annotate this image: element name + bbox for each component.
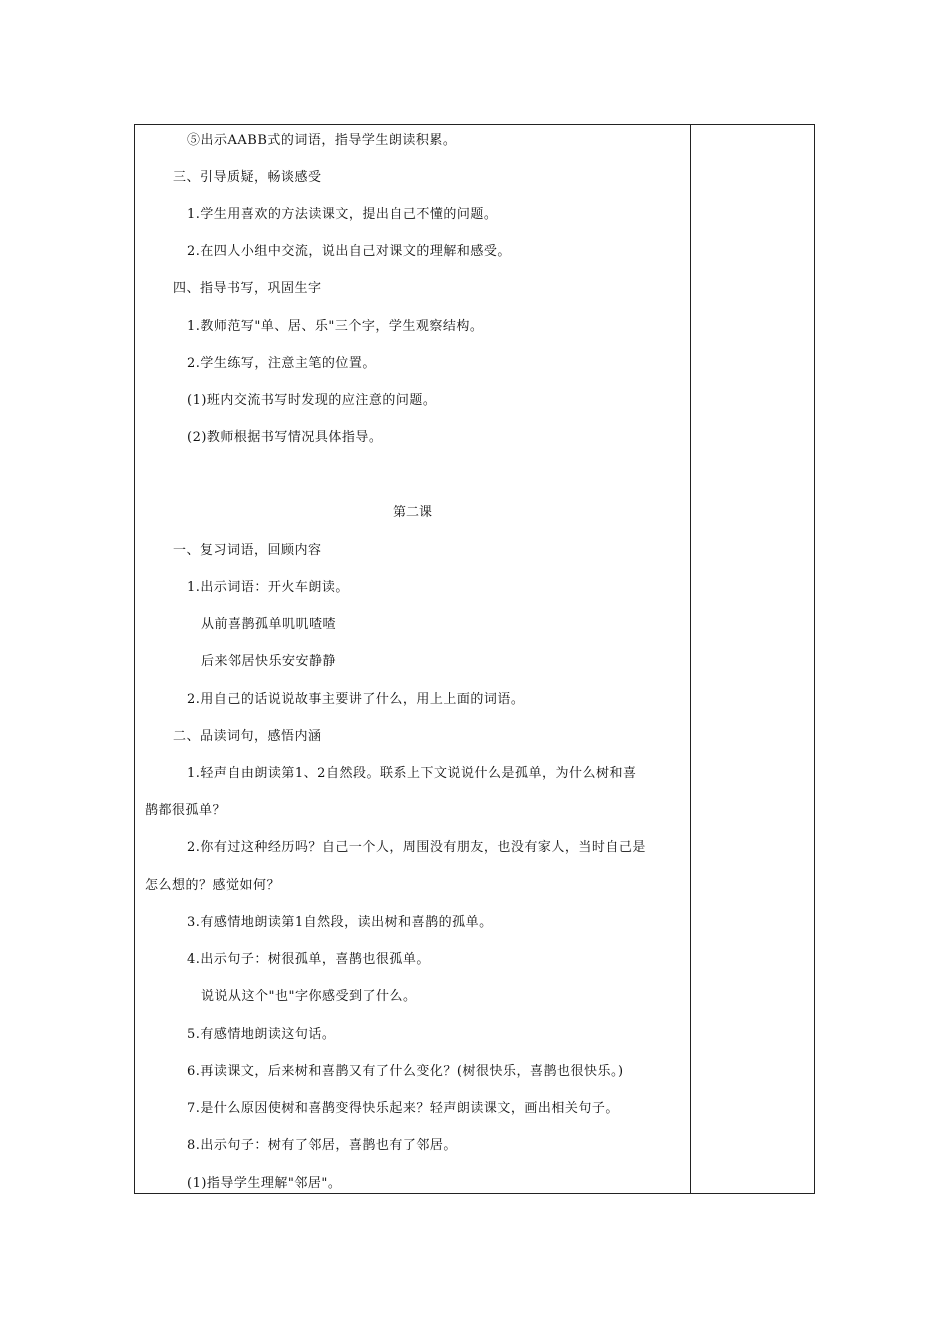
section-heading: 一、复习词语，回顾内容 bbox=[173, 543, 322, 558]
text-line: 1.出示词语：开火车朗读。 bbox=[187, 580, 349, 595]
text-line: 怎么想的？感觉如何？ bbox=[145, 878, 281, 893]
text-line: 说说从这个"也"字你感受到了什么。 bbox=[201, 989, 417, 1004]
text-line: 2.用自己的话说说故事主要讲了什么，用上上面的词语。 bbox=[187, 692, 525, 707]
lesson-content-cell bbox=[135, 125, 690, 1193]
text-line: 2.学生练写，注意主笔的位置。 bbox=[187, 356, 376, 371]
text-line: 鹊都很孤单？ bbox=[145, 803, 227, 818]
text-line: 5.有感情地朗读这句话。 bbox=[187, 1027, 336, 1042]
text-line: 1.教师范写"单、居、乐"三个字，学生观察结构。 bbox=[187, 319, 484, 334]
text-line: 2.你有过这种经历吗？自己一个人，周围没有朋友，也没有家人，当时自己是 bbox=[187, 840, 646, 855]
text-line: 6.再读课文，后来树和喜鹊又有了什么变化？(树很快乐，喜鹊也很快乐。) bbox=[187, 1064, 624, 1079]
text-line: 1.学生用喜欢的方法读课文，提出自己不懂的问题。 bbox=[187, 207, 498, 222]
column-divider bbox=[690, 125, 691, 1193]
text-line: (1)指导学生理解"邻居"。 bbox=[187, 1176, 342, 1191]
section-heading: 三、引导质疑，畅谈感受 bbox=[173, 170, 322, 185]
word-list: 后来邻居快乐安安静静 bbox=[201, 654, 337, 669]
text-line: 1.轻声自由朗读第1、2自然段。联系上下文说说什么是孤单，为什么树和喜 bbox=[187, 766, 637, 781]
section-heading: 四、指导书写，巩固生字 bbox=[173, 281, 322, 296]
text-line: 8.出示句子：树有了邻居，喜鹊也有了邻居。 bbox=[187, 1138, 457, 1153]
section-heading: 二、品读词句，感悟内涵 bbox=[173, 729, 322, 744]
word-list: 从前喜鹊孤单叽叽喳喳 bbox=[201, 617, 337, 632]
text-line: 2.在四人小组中交流，说出自己对课文的理解和感受。 bbox=[187, 244, 511, 259]
text-line: 7.是什么原因使树和喜鹊变得快乐起来？轻声朗读课文，画出相关句子。 bbox=[187, 1101, 619, 1116]
lesson-title: 第二课 bbox=[392, 505, 432, 520]
text-line: 3.有感情地朗读第1自然段，读出树和喜鹊的孤单。 bbox=[187, 915, 493, 930]
lesson-table bbox=[134, 124, 815, 1194]
text-line: 4.出示句子：树很孤单，喜鹊也很孤单。 bbox=[187, 952, 430, 967]
text-line: (2)教师根据书写情况具体指导。 bbox=[187, 430, 383, 445]
text-line: ⑤出示AABB式的词语，指导学生朗读积累。 bbox=[187, 133, 457, 148]
text-line: (1)班内交流书写时发现的应注意的问题。 bbox=[187, 393, 437, 408]
